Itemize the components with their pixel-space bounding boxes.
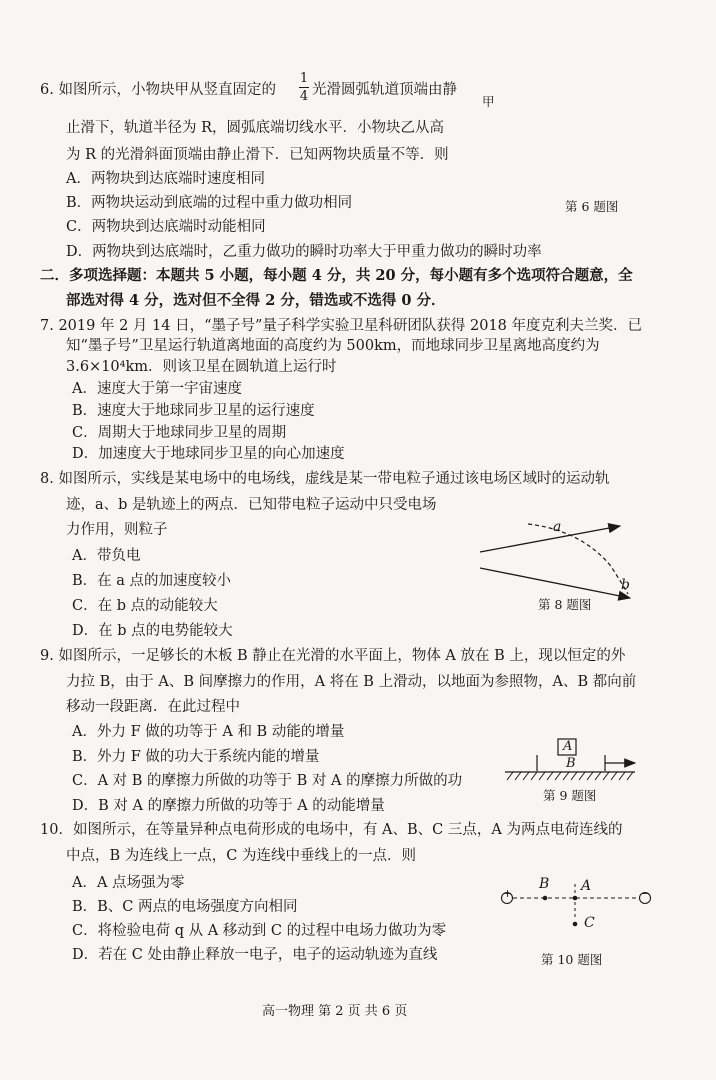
q10-label-b: B (539, 876, 550, 892)
q8-field-line-upper (480, 526, 620, 552)
q10-label-c: C (584, 915, 595, 931)
q8-point-b-label: b (621, 577, 630, 593)
q9-ground-hatching (507, 772, 633, 780)
section2-heading-line2: 部选对得 4 分，选对但不全得 2 分，错选或不选得 0 分． (66, 292, 446, 309)
q7-option-d: D．加速度大于地球同步卫星的向心加速度 (72, 446, 345, 462)
q6-fraction-bar (299, 87, 309, 88)
q6-option-b: B．两物块运动到底端的过程中重力做功相同 (66, 195, 353, 211)
q6-fraction-denominator: 4 (299, 89, 309, 104)
q10-figure-caption: 第 10 题图 (541, 952, 603, 967)
q7-option-b: B．速度大于地球同步卫星的运行速度 (72, 403, 315, 419)
q8-option-c: C．在 b 点的动能较大 (72, 598, 218, 614)
q9-stem-line1: 9. 如图所示，一足够长的木板 B 静止在光滑的水平面上，物体 A 放在 B 上，现以恒定的外 (40, 648, 626, 664)
q8-field-line-lower (480, 568, 630, 598)
q9-option-b: B．外力 F 做的功大于系统内能的增量 (72, 749, 320, 765)
q8-trajectory (528, 524, 628, 594)
q6-stem-line1-post: 光滑圆弧轨道顶端由静 (312, 82, 457, 98)
q9-label-b: B (566, 756, 576, 771)
q8-option-b: B．在 a 点的加速度较小 (72, 573, 232, 589)
q8-option-d: D．在 b 点的电势能较大 (72, 623, 233, 639)
q10-option-a: A．A 点场强为零 (72, 875, 185, 891)
q6-stem-line3: 为 R 的光滑斜面顶端由静止滑下．已知两物块质量不等．则 (66, 147, 449, 163)
q9-figure-caption: 第 9 题图 (543, 788, 597, 803)
q7-option-c: C．周期大于地球同步卫星的周期 (72, 425, 287, 441)
q10-figure (495, 880, 660, 930)
q6-figure-label-jia: 甲 (482, 94, 495, 109)
q8-option-a: A．带负电 (72, 548, 141, 564)
q7-stem-line1: 7. 2019 年 2 月 14 日，“墨子号”量子科学实验卫星科研团队获得 2018 年度克利夫兰奖．已 (40, 318, 643, 334)
q10-point-b (543, 896, 548, 901)
q10-stem-line1: 10．如图所示，在等量异种点电荷形成的电场中，有 A、B、C 三点，A 为两点电荷连线的 (40, 822, 623, 838)
q7-stem-line2: 知“墨子号”卫星运行轨道离地面的高度约为 500km，而地球同步卫星离地高度约为 (66, 338, 600, 354)
q9-stem-line3: 移动一段距离．在此过程中 (66, 699, 240, 715)
q10-point-c (573, 922, 578, 927)
q6-stem-line2: 止滑下，轨道半径为 R，圆弧底端切线水平．小物块乙从高 (66, 120, 445, 136)
section2-heading-line1: 二．多项选择题：本题共 5 小题，每小题 4 分，共 20 分，每小题有多个选项符合题意，全 (40, 267, 633, 284)
q10-plus-sign: + (503, 887, 513, 900)
q7-stem-line3: 3.6×10⁴km．则该卫星在圆轨道上运行时 (66, 359, 337, 375)
q10-option-c: C．将检验电荷 q 从 A 移动到 C 的过程中电场力做功为零 (72, 923, 447, 939)
q6-figure-caption: 第 6 题图 (565, 199, 619, 214)
q10-point-a (573, 896, 578, 901)
q9-option-c: C．A 对 B 的摩擦力所做的功等于 B 对 A 的摩擦力所做的功 (72, 773, 463, 789)
q8-figure-caption: 第 8 题图 (538, 597, 592, 612)
page-footer: 高一物理 第 2 页 共 6 页 (262, 1004, 408, 1019)
q10-minus-sign: − (641, 887, 651, 900)
q9-option-a: A．外力 F 做的功等于 A 和 B 动能的增量 (72, 724, 345, 740)
q9-option-d: D．B 对 A 的摩擦力所做的功等于 A 的动能增量 (72, 798, 385, 814)
q9-stem-line2: 力拉 B，由于 A、B 间摩擦力的作用，A 将在 B 上滑动，以地面为参照物，A、B 都向前 (66, 674, 637, 690)
q6-option-a: A．两物块到达底端时速度相同 (66, 171, 265, 187)
q10-stem-line2: 中点，B 为连线上一点，C 为连线中垂线上的一点．则 (66, 848, 416, 864)
q6-fraction-numerator: 1 (299, 71, 309, 86)
q6-option-c: C．两物块到达底端时动能相同 (66, 219, 266, 235)
q10-option-b: B．B、C 两点的电场强度方向相同 (72, 899, 298, 915)
q10-option-d: D．若在 C 处由静止释放一电子，电子的运动轨迹为直线 (72, 947, 438, 963)
q8-point-a-label: a (553, 519, 562, 535)
q10-label-a: A (581, 878, 592, 894)
q9-label-a: A (563, 739, 573, 754)
q8-stem-line2: 迹，a、b 是轨迹上的两点．已知带电粒子运动中只受电场 (66, 497, 437, 513)
q8-stem-line3: 力作用，则粒子 (66, 522, 168, 538)
q7-option-a: A．速度大于第一宇宙速度 (72, 381, 242, 397)
q8-stem-line1: 8. 如图所示，实线是某电场中的电场线，虚线是某一带电粒子通过该电场区域时的运动轨 (40, 471, 610, 487)
q6-stem-line1-pre: 6. 如图所示，小物块甲从竖直固定的 (40, 82, 276, 98)
q6-option-d: D．两物块到达底端时，乙重力做功的瞬时功率大于甲重力做功的瞬时功率 (66, 244, 542, 260)
